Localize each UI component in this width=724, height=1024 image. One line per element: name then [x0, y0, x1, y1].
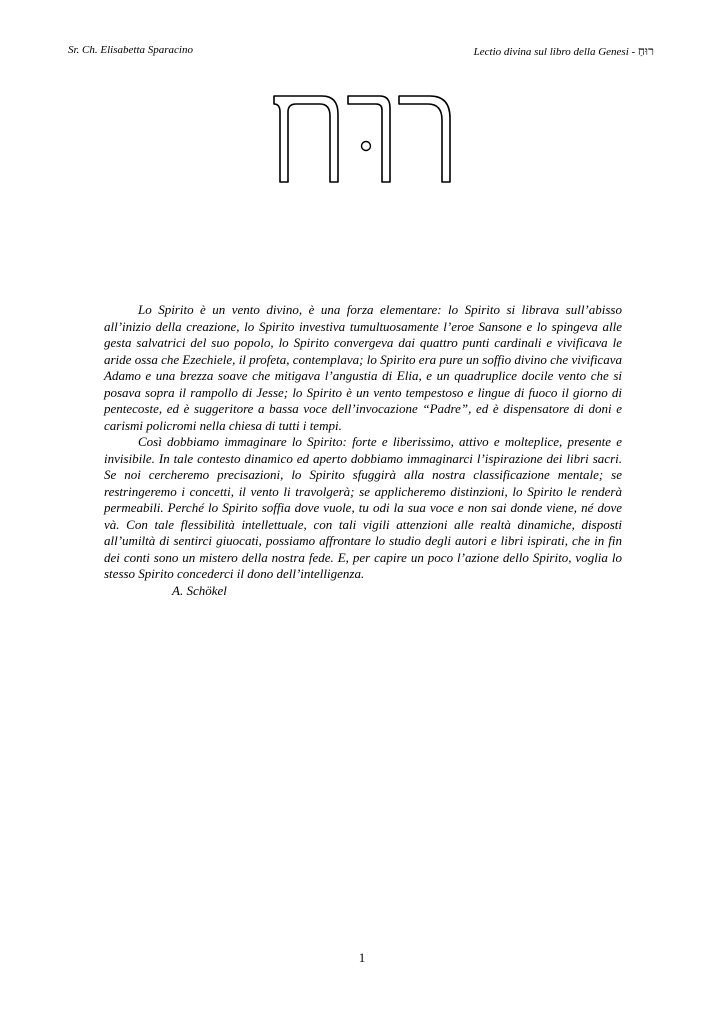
quote-body	[104, 302, 622, 599]
quote-paragraph: Così dobbiamo immaginare lo Spirito: forte e liberissimo, attivo e molteplice, presente e invisibile. In tale contesto dinamico ed aperto dobbiamo immaginarci l’ispirazione dei libri sacri. Se noi cercheremo precisazioni, lo Spirito sfuggirà alla nostra classificazione mentale; se restringeremo i concetti, il vento li travolgerà; se applicheremo distinzioni, lo Spirito le renderà permeabili. Perché lo Spirito soffia dove vuole, tu odi la sua voce e non sai donde viene, né dove và. Con tale flessibilità intellettuale, con tali vigili attenzioni alle realtà dinamiche, disposti all’umiltà di sentirci giuocati, possiamo affrontare lo studio degli autori e libri ispirati, che in fin dei conti sono un mistero della nostra fede. E, per capire un poco l’azione dello Spirito, voglia lo stesso Spirito concederci il dono dell’intelligenza.	[104, 434, 622, 581]
header-hebrew-word: רוּחַ	[637, 44, 654, 58]
hebrew-letter-resh	[399, 96, 450, 182]
hebrew-title-ruach	[262, 90, 462, 190]
hebrew-shuruk-dot	[362, 142, 371, 151]
header-title	[474, 44, 654, 59]
page-number: 1	[358, 950, 366, 965]
quote-paragraph: Lo Spirito è un vento divino, è una forza elementare: lo Spirito si librava sull’abisso all’inizio della creazione, lo Spirito investiva tumultuosamente l’eroe Sansone e lo spingeva alle gesta salvatrici del suo popolo, lo Spirito convergeva dai quattro punti cardinali e vivificava le aride ossa che Ezechiele, il profeta, contemplava; lo Spirito era pure un soffio divino che vivificava Adamo e una brezza soave che mitigava l’angustia di Elia, e un quadruplice docile vento che si posava sopra il rampollo di Jesse; lo Spirito è un vento tempestoso e lingue di fuoco il giorno di pentecoste, ed è suggeritore a bassa voce dell’invocazione “Padre”, ed è dispensatore di doni e carismi policromi nella chiesa di tutti i tempi.	[104, 302, 622, 433]
hebrew-letter-vav	[348, 96, 390, 182]
header-author: Sr. Ch. Elisabetta Sparacino	[68, 44, 193, 56]
hebrew-letter-het	[274, 96, 338, 182]
header-title-text: Lectio divina sul libro della Genesi -	[473, 46, 638, 58]
quote-author: A. Schökel	[172, 582, 227, 598]
